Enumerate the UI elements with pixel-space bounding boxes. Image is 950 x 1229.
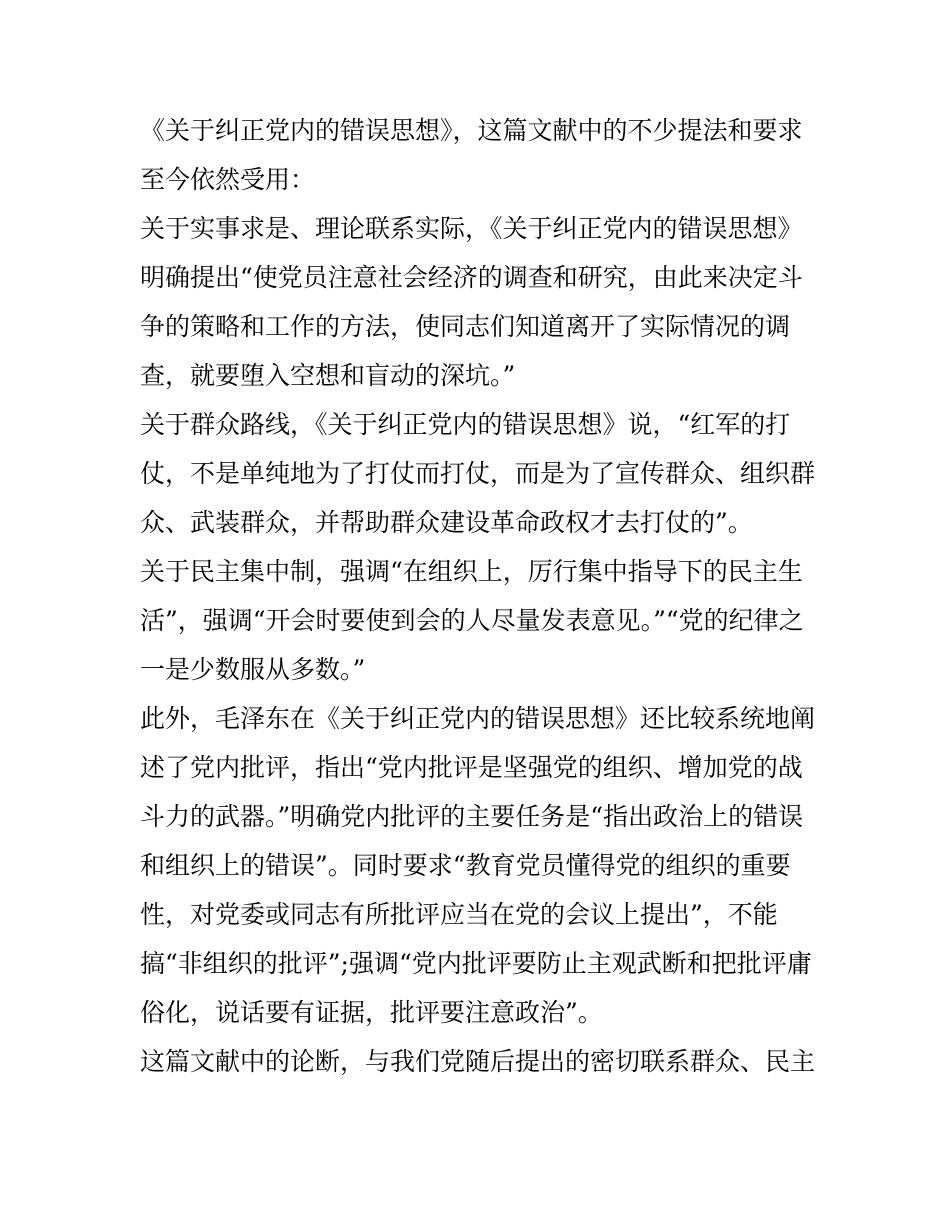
text-line: 查，就要堕入空想和盲动的深坑。” (140, 361, 516, 390)
text-line: 关于实事求是、理论联系实际，《关于纠正党内的错误思想》 (140, 214, 803, 243)
text-line: 《关于纠正党内的错误思想》，这篇文献中的不少提法和要求 (140, 116, 803, 145)
text-line: 关于民主集中制，强调“在组织上，厉行集中指导下的民主生 (140, 557, 803, 586)
text-line: 性，对党委或同志有所批评应当在党的会议上提出”，不能 (140, 900, 778, 929)
document-body (140, 110, 820, 1090)
text-line: 斗力的武器。”明确党内批评的主要任务是“指出政治上的错误 (140, 802, 804, 831)
text-line: 仗，不是单纯地为了打仗而打仗，而是为了宣传群众、组织群 (140, 459, 816, 488)
text-line: 众、武装群众，并帮助群众建设革命政权才去打仗的”。 (140, 508, 753, 537)
text-line: 关于群众路线，《关于纠正党内的错误思想》说，“红军的打 (140, 410, 791, 439)
text-line: 和组织上的错误”。同时要求“教育党员懂得党的组织的重要 (140, 851, 791, 880)
text-line: 一是少数服从多数。” (140, 655, 366, 684)
text-line: 活”，强调“开会时要使到会的人尽量发表意见。”“党的纪律之 (140, 606, 804, 635)
text-line: 争的策略和工作的方法，使同志们知道离开了实际情况的调 (140, 312, 791, 341)
text-line: 明确提出“使党员注意社会经济的调查和研究，由此来决定斗 (140, 263, 803, 292)
text-line: 述了党内批评，指出“党内批评是坚强党的组织、增加党的战 (140, 753, 803, 782)
text-line: 俗化，说话要有证据，批评要注意政治”。 (140, 998, 603, 1027)
text-line: 搞“非组织的批评”;强调“党内批评要防止主观武断和把批评庸 (140, 949, 812, 978)
text-line: 这篇文献中的论断，与我们党随后提出的密切联系群众、民主 (140, 1047, 816, 1076)
text-line: 至今依然受用： (140, 165, 316, 194)
text-line: 此外，毛泽东在《关于纠正党内的错误思想》还比较系统地阐 (140, 704, 816, 733)
